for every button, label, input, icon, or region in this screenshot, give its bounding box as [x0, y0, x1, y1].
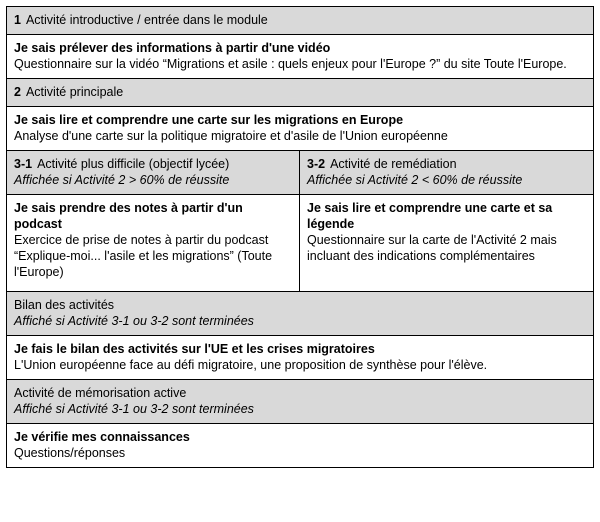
activity-3-1-title: Je sais prendre des notes à partir d'un podcast	[14, 201, 243, 231]
table-row	[7, 336, 593, 380]
activity-2-band	[7, 79, 593, 106]
bilan-description: L'Union européenne face au défi migratoire, une proposition de synthèse pour l'élève.	[14, 358, 488, 372]
activity-2-content	[7, 107, 593, 150]
activity-3-2-number: 3-2	[307, 157, 326, 171]
table-row	[7, 107, 593, 151]
table-row	[7, 35, 593, 79]
activity-1-title: Je sais prélever des informations à partir d'une vidéo	[14, 41, 331, 55]
activity-2-title: Je sais lire et comprendre une carte sur les migrations en Europe	[14, 113, 404, 127]
activity-3-2-title: Je sais lire et comprendre une carte et sa légende	[307, 201, 553, 231]
memorisation-description: Questions/réponses	[14, 446, 126, 460]
bilan-content	[7, 336, 593, 379]
activity-2-description: Analyse d'une carte sur la politique migratoire et d'asile de l'Union européenne	[14, 129, 448, 143]
bilan-band	[7, 292, 593, 335]
table-row	[7, 151, 593, 195]
activity-3-2-content	[300, 195, 593, 291]
bilan-label: Bilan des activités	[14, 298, 115, 312]
memorisation-label: Activité de mémorisation active	[14, 386, 187, 400]
memorisation-band	[7, 380, 593, 423]
activity-3-1-content	[7, 195, 300, 291]
activity-3-1-number: 3-1	[14, 157, 33, 171]
activity-1-number: 1	[14, 13, 21, 27]
activity-1-band	[7, 7, 593, 34]
bilan-condition: Affiché si Activité 3-1 ou 3-2 sont terminées	[14, 314, 254, 328]
activity-3-1-description: Exercice de prise de notes à partir du podcast “Explique-moi... l'asile et les migrations” (Toute l'Europe)	[14, 233, 273, 279]
table-row	[7, 7, 593, 35]
activity-1-label: Activité introductive / entrée dans le module	[25, 13, 268, 27]
table-row	[7, 79, 593, 107]
table-row	[7, 380, 593, 424]
activity-3-2-description: Questionnaire sur la carte de l'Activité 2 mais incluant des indications complémentaires	[307, 233, 557, 263]
activity-1-description: Questionnaire sur la vidéo “Migrations et asile : quels enjeux pour l'Europe ?” du site Toute l'Europe.	[14, 57, 567, 71]
activity-1-content	[7, 35, 593, 78]
table-row	[7, 195, 593, 292]
activity-3-1-band	[7, 151, 300, 194]
memorisation-condition: Affiché si Activité 3-1 ou 3-2 sont terminées	[14, 402, 254, 416]
activity-3-2-band	[300, 151, 593, 194]
memorisation-title: Je vérifie mes connaissances	[14, 430, 190, 444]
activity-3-1-label: Activité plus difficile (objectif lycée)	[37, 157, 230, 171]
memorisation-content	[7, 424, 593, 467]
module-structure-table	[6, 6, 594, 468]
activity-3-2-condition: Affichée si Activité 2 < 60% de réussite	[307, 173, 523, 187]
bilan-title: Je fais le bilan des activités sur l'UE et les crises migratoires	[14, 342, 375, 356]
table-row	[7, 424, 593, 467]
activity-2-label: Activité principale	[25, 85, 124, 99]
activity-2-number: 2	[14, 85, 21, 99]
activity-3-1-condition: Affichée si Activité 2 > 60% de réussite	[14, 173, 230, 187]
activity-3-2-label: Activité de remédiation	[330, 157, 457, 171]
table-row	[7, 292, 593, 336]
